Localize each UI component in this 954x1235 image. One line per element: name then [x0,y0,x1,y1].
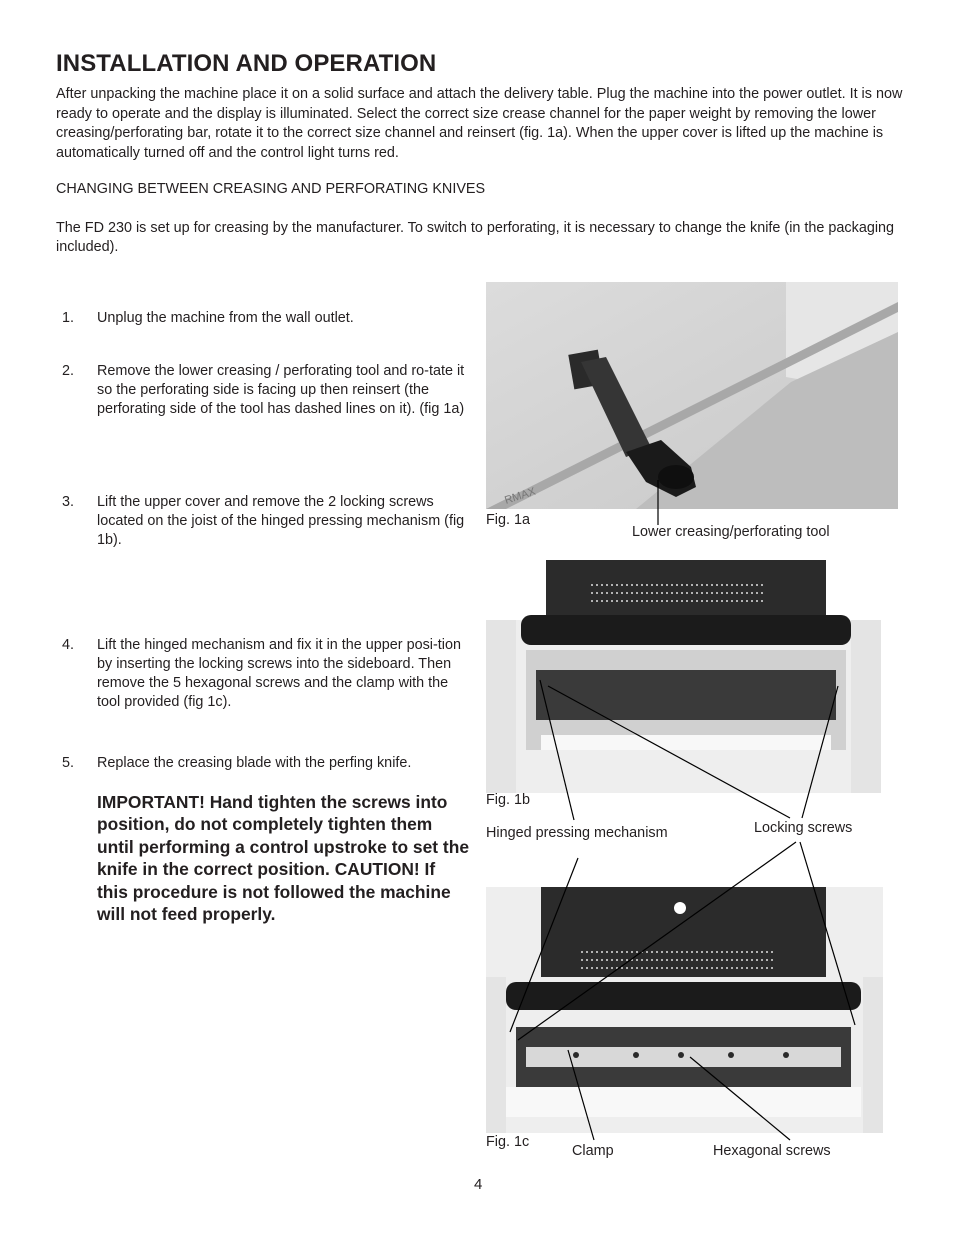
section-subheading: CHANGING BETWEEN CREASING AND PERFORATING KNIVES [56,181,486,197]
step-text: Remove the lower creasing / perforating tool and ro-tate it so the perforating side is facing up then reinsert (the perforating side of the tool has dashed lines on it). (fig 1a) [97,363,465,417]
step-number: 5. [62,755,75,771]
setup-note-paragraph: The FD 230 is set up for creasing by the manufacturer. To switch to perforating, it is necessary to change the knife (in the packaging included). [56,220,895,255]
step-number: 4. [62,637,75,653]
step-number: 3. [62,494,75,510]
page-number: 4 [474,1176,483,1193]
step-number: 1. [62,310,75,326]
fig-1b-callout-left: Hinged pressing mechanism [486,825,668,841]
page-title: INSTALLATION AND OPERATION [56,50,437,77]
fig-1a-callout: Lower creasing/perforating tool [632,524,830,540]
fig-1c-callout-left: Clamp [572,1143,614,1159]
fig-1c-label: Fig. 1c [486,1134,530,1150]
step-text: Lift the hinged mechanism and fix it in the upper posi-tion by inserting the locking screws into the sideboard. Then remove the 5 hexagonal screws and the clamp with the tool provided (fig 1c). [97,637,461,710]
fig-1c-callout-right: Hexagonal screws [713,1143,831,1159]
step-text: Lift the upper cover and remove the 2 locking screws located on the joist of the hinged pressing mechanism (fig 1b). [97,494,465,548]
important-warning: IMPORTANT! Hand tighten the screws into position, do not completely tighten them until performing a control upstroke to set the knife in the correct position. CAUTION! If this procedure is not followed the machine will not feed properly. [97,792,469,925]
step-text: Replace the creasing blade with the perfing knife. [97,755,412,771]
fig-1a-label: Fig. 1a [486,512,530,528]
fig-1a-brand-text: RMAX [503,485,538,507]
fig-1b-label: Fig. 1b [486,792,530,808]
step-text: Unplug the machine from the wall outlet. [97,310,354,326]
step-number: 2. [62,363,75,379]
intro-paragraph: After unpacking the machine place it on a solid surface and attach the delivery table. Plug the machine into the power outlet. It is now ready to operate and the display is illuminated. Select the correct size crease channel for the paper weight by removing the lower creasing/perforating bar, rotate it to the correct size channel and reinsert (fig. 1a). When the upper cover is lifted up the machine is automatically turned off and the control light turns red. [56,86,903,161]
fig-1b-callout-right: Locking screws [754,820,853,836]
